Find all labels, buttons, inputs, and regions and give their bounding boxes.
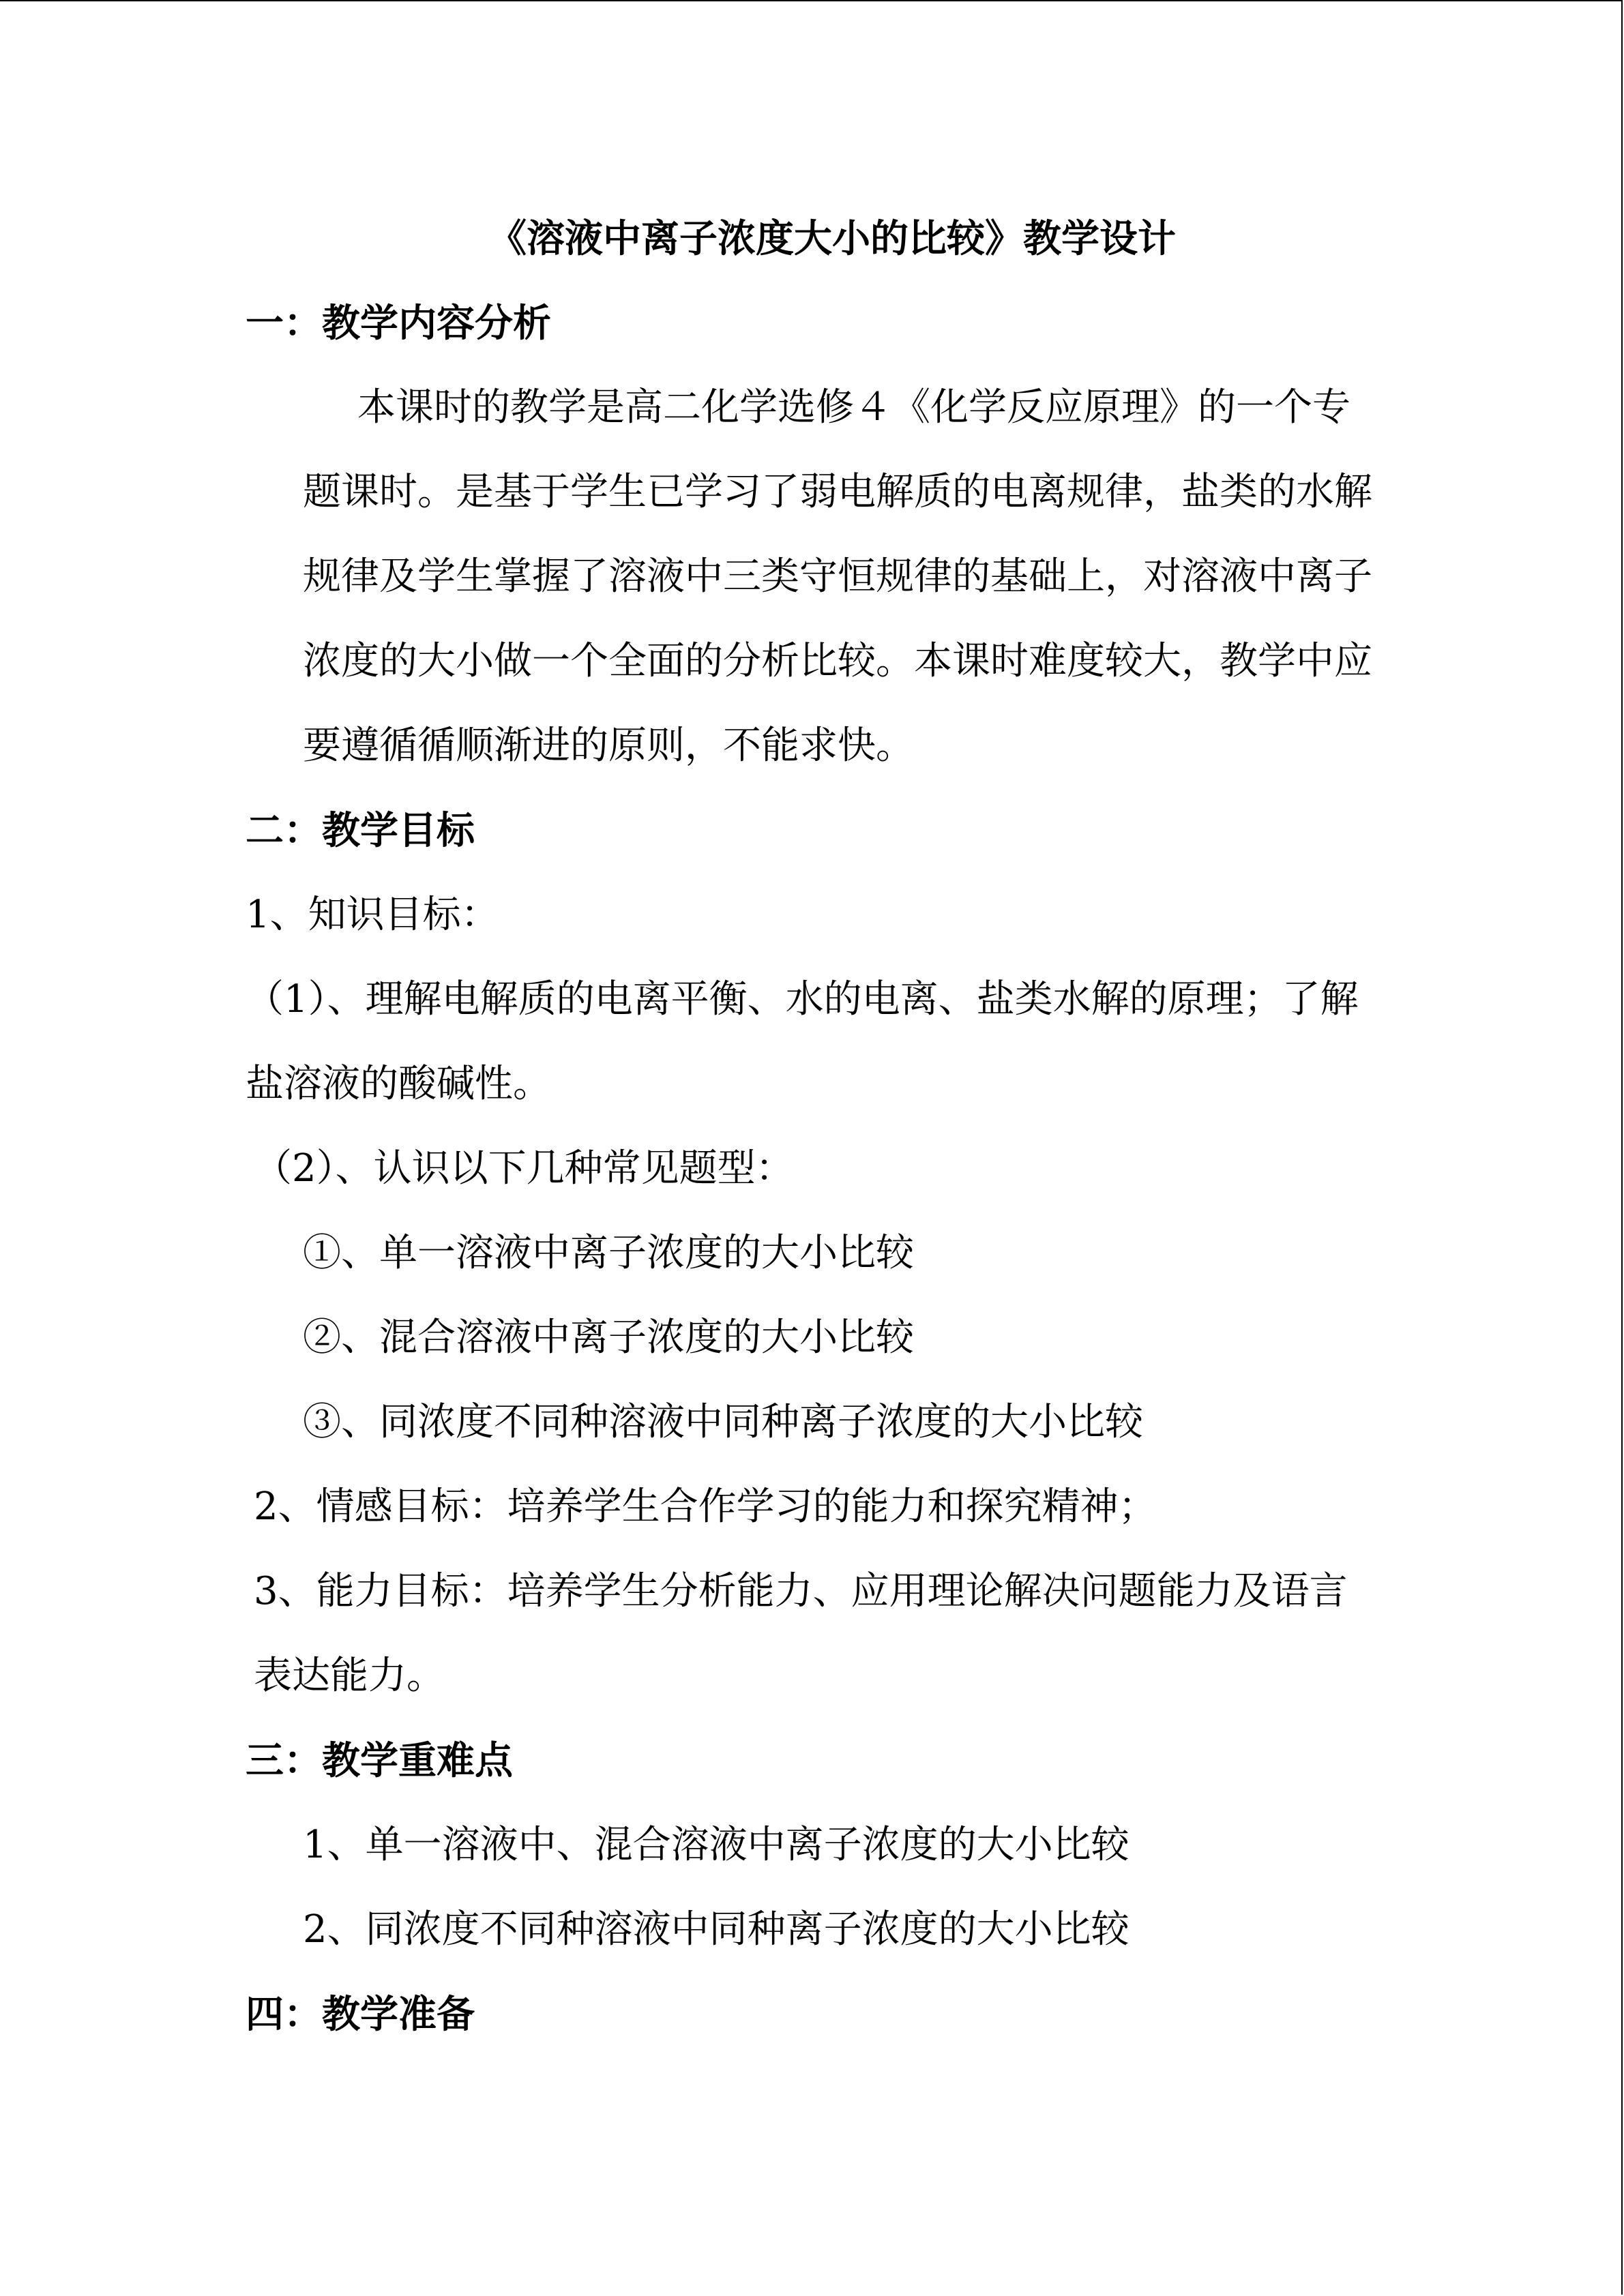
paragraph-line: 本课时的教学是高二化学选修４《化学反应原理》的一个专 [357,385,1350,430]
section-heading-preparation: 四：教学准备 [246,1992,475,2037]
document-title: 《溶液中离子浓度大小的比较》教学设计 [488,216,1176,261]
knowledge-item-2: （2）、认识以下几种常见题型： [254,1146,794,1191]
section-heading-teaching-goals: 二：教学目标 [246,808,475,853]
paragraph-line: 规律及学生掌握了溶液中三类守恒规律的基础上，对溶液中离子 [303,554,1372,599]
knowledge-item-1-line-1: （1）、理解电解质的电离平衡、水的电离、盐类水解的原理；了解 [246,977,1359,1022]
section-heading-key-points: 三：教学重难点 [246,1738,513,1783]
emotion-goal: 2、情感目标：培养学生合作学习的能力和探究精神； [254,1485,1157,1529]
paragraph-line: 要遵循循顺渐进的原则，不能求快。 [303,724,914,768]
question-type-item: ③、同浓度不同种溶液中同种离子浓度的大小比较 [303,1400,1143,1444]
knowledge-goal-label: 1、知识目标： [246,893,499,937]
paragraph-line: 浓度的大小做一个全面的分析比较。本课时难度较大，教学中应 [303,639,1372,683]
key-point-item: 1、单一溶液中、混合溶液中离子浓度的大小比较 [303,1823,1130,1867]
question-type-item: ②、混合溶液中离子浓度的大小比较 [303,1315,914,1360]
knowledge-item-1-line-2: 盐溶液的酸碱性。 [246,1062,551,1106]
paragraph-line: 题课时。是基于学生已学习了弱电解质的电离规律，盐类的水解 [303,470,1372,514]
ability-goal-line-2: 表达能力。 [254,1654,445,1698]
question-type-item: ①、单一溶液中离子浓度的大小比较 [303,1231,914,1275]
ability-goal-line-1: 3、能力目标：培养学生分析能力、应用理论解决问题能力及语言 [254,1569,1348,1613]
key-point-item: 2、同浓度不同种溶液中同种离子浓度的大小比较 [303,1907,1130,1952]
section-heading-content-analysis: 一：教学内容分析 [246,301,551,346]
